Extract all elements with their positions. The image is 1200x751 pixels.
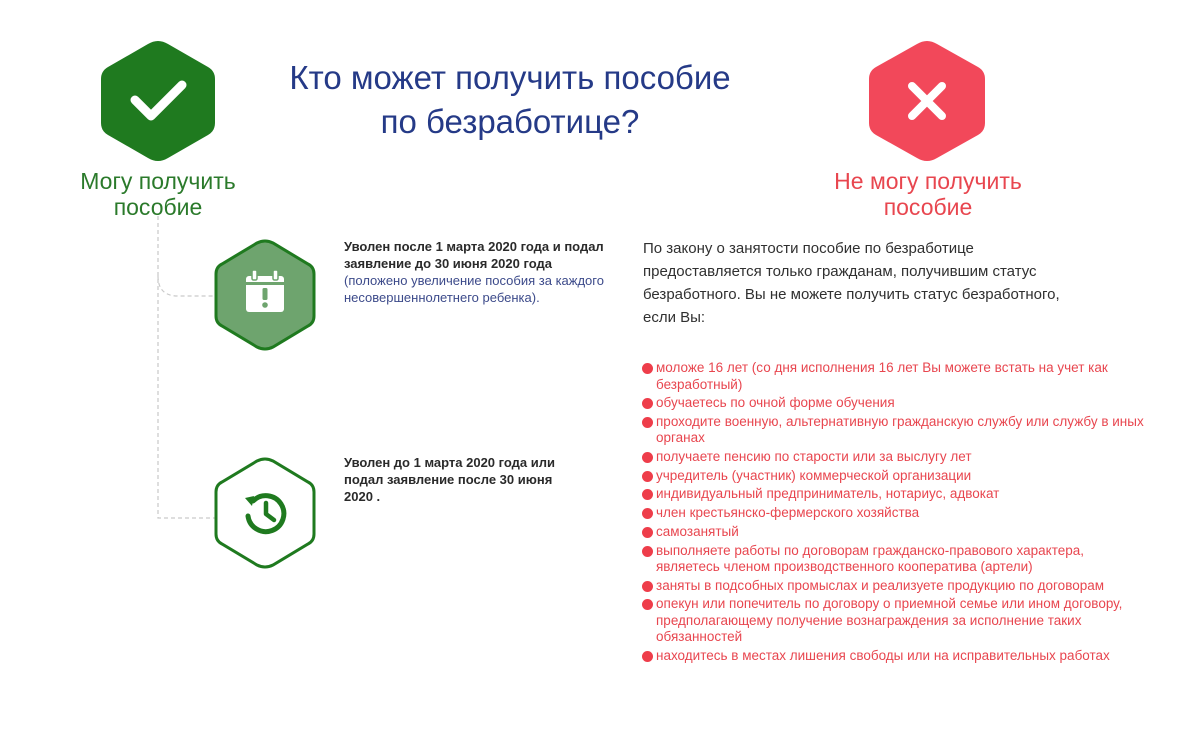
intro-paragraph: По закону о занятости пособие по безработице предоставляется только гражданам, получившим статус безработного. Вы не можете получить статус безработного, если Вы:: [643, 240, 1060, 326]
list-item: самозанятый: [641, 524, 1151, 541]
list-item: заняты в подсобных промыслах и реализуете продукцию по договорам: [641, 578, 1151, 595]
list-item: индивидуальный предприниматель, нотариус, адвокат: [641, 486, 1151, 503]
case-after-march-text: Уволен после 1 марта 2020 года и подал заявление до 30 июня 2020 года: [344, 239, 604, 271]
list-item: получаете пенсию по старости или за выслугу лет: [641, 449, 1151, 466]
cannot-label: Не могу получить пособие: [834, 168, 1022, 220]
list-item: находитесь в местах лишения свободы или на исправительных работах: [641, 648, 1151, 665]
can-hexagon: [98, 38, 218, 164]
case-before-march: [344, 454, 584, 505]
calendar-alert-icon: [246, 270, 284, 312]
page-title: Кто может получить пособие по безработице?: [289, 59, 731, 140]
list-item: проходите военную, альтернативную гражданскую службу или службу в иных органах: [641, 414, 1151, 447]
cannot-hexagon: [866, 38, 988, 164]
case2-hexagon: [212, 456, 318, 570]
case1-hexagon: [212, 238, 318, 352]
list-item: выполняете работы по договорам гражданско-правового характера, являетесь членом производственного кооператива (артели): [641, 543, 1151, 576]
case-after-march: [344, 238, 614, 306]
reasons-list: [641, 360, 1151, 667]
list-item: член крестьянско-фермерского хозяйства: [641, 505, 1151, 522]
list-item: обучаетесь по очной форме обучения: [641, 395, 1151, 412]
list-item: моложе 16 лет (со дня исполнения 16 лет Вы можете встать на учет как безработный): [641, 360, 1151, 393]
case-after-march-note: (положено увеличение пособия за каждого несовершеннолетнего ребенка).: [344, 273, 604, 305]
can-label: Могу получить пособие: [80, 168, 236, 220]
tree-connector: [150, 216, 220, 526]
list-item: учредитель (участник) коммерческой организации: [641, 468, 1151, 485]
list-item: опекун или попечитель по договору о приемной семье или ином договору, предполагающему получение вознаграждения за исполнение таких обязанностей: [641, 596, 1151, 646]
case-before-march-text: Уволен до 1 марта 2020 года или подал заявление после 30 июня 2020 .: [344, 455, 555, 504]
